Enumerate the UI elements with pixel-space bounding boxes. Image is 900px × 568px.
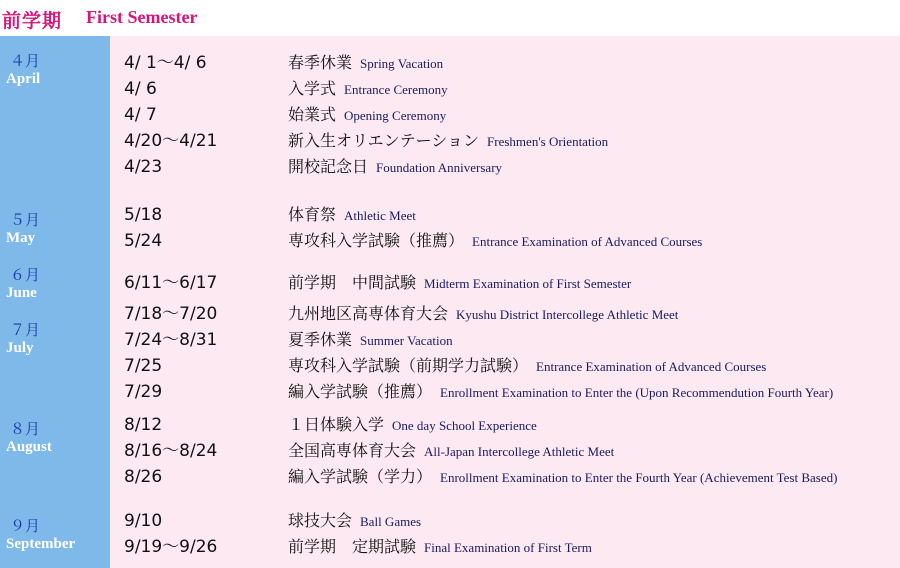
month-label-en: August [6, 439, 52, 455]
event-date: 7/29 [124, 382, 163, 402]
event-title-en: Foundation Anniversary [376, 160, 503, 175]
event-title-en: Entrance Examination of Advanced Courses [472, 234, 703, 249]
event-title-jp: 前学期 定期試験 [288, 537, 417, 556]
event-title-en: Entrance Examination of Advanced Courses [536, 359, 767, 374]
event-row [0, 204, 900, 230]
event-row [0, 130, 900, 156]
event-date: 4/ 6 [124, 79, 157, 99]
event-title-jp: 始業式 [288, 105, 337, 124]
event-title-jp: 九州地区高専体育大会 [288, 304, 449, 323]
month-label-jp: ７月 [10, 321, 41, 339]
month-label-jp: ４月 [10, 52, 41, 70]
event-date: 4/20～4/21 [124, 131, 218, 151]
month-label-jp: ９月 [10, 517, 41, 535]
event-title-en: Final Examination of First Term [424, 540, 592, 555]
event-date: 5/24 [124, 231, 163, 251]
event-title-en: Enrollment Examination to Enter the Fourth Year (Achievement Test Based) [440, 470, 838, 485]
month-label-jp: ８月 [10, 420, 41, 438]
event-title-jp: 体育祭 [288, 205, 337, 224]
event-title-en: All-Japan Intercollege Athletic Meet [424, 444, 615, 459]
event-title-jp: 新入生オリエンテーション [288, 131, 480, 150]
event-title-en: Summer Vacation [360, 333, 453, 348]
event-date: 4/ 7 [124, 105, 157, 125]
event-title-en: Opening Ceremony [344, 108, 447, 123]
event-title-jp: 開校記念日 [288, 157, 369, 176]
event-title-jp: 全国高専体育大会 [288, 441, 417, 460]
month-label-en: September [6, 536, 76, 552]
event-row [0, 230, 900, 256]
event-title-en: Athletic Meet [344, 208, 416, 223]
event-title-jp: 春季休業 [288, 53, 353, 72]
title-en: First Semester [86, 7, 198, 27]
event-title-jp: 編入学試験（推薦） [288, 382, 433, 401]
event-title-jp: １日体験入学 [288, 415, 385, 434]
event-row [0, 381, 900, 407]
event-row [0, 414, 900, 440]
event-title-jp: 専攻科入学試験（前期学力試験） [288, 356, 529, 375]
month-label-en: July [6, 340, 34, 356]
event-date: 5/18 [124, 205, 163, 225]
month-label-jp: ５月 [10, 211, 41, 229]
event-title-en: Freshmen's Orientation [487, 134, 609, 149]
event-date: 8/16～8/24 [124, 441, 218, 461]
event-title-jp: 編入学試験（学力） [288, 467, 433, 486]
event-title-jp: 入学式 [288, 79, 337, 98]
event-date: 8/26 [124, 467, 163, 487]
event-title-en: Ball Games [360, 514, 422, 529]
event-row [0, 104, 900, 130]
event-title-jp: 専攻科入学試験（推薦） [288, 231, 465, 250]
event-date: 9/19～9/26 [124, 537, 218, 557]
event-row [0, 303, 900, 329]
event-row [0, 355, 900, 381]
event-date: 9/10 [124, 511, 163, 531]
event-date: 4/23 [124, 157, 163, 177]
event-title-jp: 球技大会 [288, 511, 353, 530]
event-date: 4/ 1～4/ 6 [124, 53, 207, 73]
event-row [0, 52, 900, 78]
event-row [0, 536, 900, 562]
event-title-jp: 前学期 中間試験 [288, 273, 417, 292]
month-label-jp: ６月 [10, 266, 41, 284]
event-title-en: Entrance Ceremony [344, 82, 448, 97]
event-title-en: Spring Vacation [360, 56, 444, 71]
event-row [0, 510, 900, 536]
event-row [0, 329, 900, 355]
title-jp: 前学期 [2, 10, 63, 32]
page-header [0, 0, 900, 36]
event-row [0, 466, 900, 492]
event-title-en: Kyushu District Intercollege Athletic Meet [456, 307, 679, 322]
month-label-en: April [6, 71, 41, 87]
event-row [0, 156, 900, 182]
event-row [0, 78, 900, 104]
event-title-en: One day School Experience [392, 418, 537, 433]
event-title-en: Enrollment Examination to Enter the (Upon Recommendution Fourth Year) [440, 385, 834, 400]
month-label-en: May [6, 230, 36, 246]
event-row [0, 272, 900, 298]
event-row [0, 440, 900, 466]
event-date: 6/11～6/17 [124, 273, 218, 293]
month-label-en: June [6, 285, 37, 301]
event-title-jp: 夏季休業 [288, 330, 353, 349]
event-title-en: Midterm Examination of First Semester [424, 276, 632, 291]
event-date: 7/18～7/20 [124, 304, 218, 324]
event-date: 7/24～8/31 [124, 330, 218, 350]
event-date: 8/12 [124, 415, 163, 435]
event-date: 7/25 [124, 356, 163, 376]
